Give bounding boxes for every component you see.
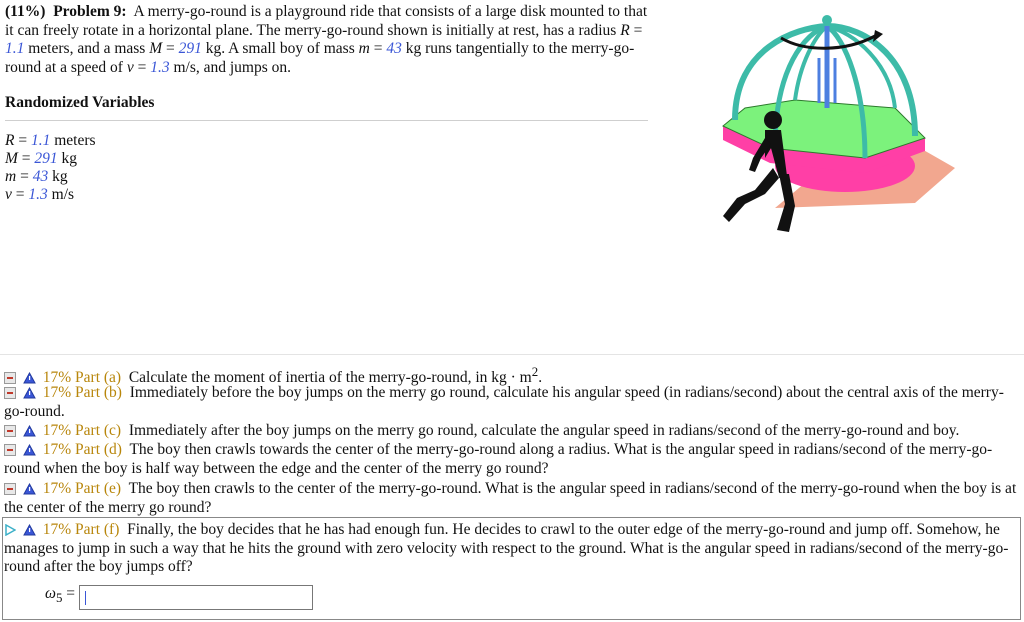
var-symbol: m bbox=[5, 168, 17, 185]
divider bbox=[5, 120, 648, 121]
variable-row bbox=[5, 186, 96, 204]
rotation-arrow-head bbox=[873, 30, 883, 42]
var-symbol: M bbox=[149, 40, 163, 57]
part-sup: 2 bbox=[531, 364, 539, 379]
eq-sign: = bbox=[633, 21, 643, 39]
problem-weight: (11%) bbox=[5, 3, 46, 20]
var-symbol: m bbox=[358, 40, 370, 57]
problem-text: kg runs tangentially to the merry-go-round at a speed of bbox=[5, 40, 635, 76]
problem-title: Problem 9: bbox=[53, 3, 127, 20]
var-value: 1.1 bbox=[5, 40, 25, 57]
part-text: The boy then crawls to the center of the merry-go-round. What is the angular speed in radians/second of the merry-go-round when the boy is at the center of the merry go round? bbox=[4, 480, 1017, 516]
var-value: 291 bbox=[34, 150, 58, 167]
eq-sign: = bbox=[18, 132, 28, 149]
problem-text: A merry-go-round is a playground ride that consists of a large disk mounted to that it can freely rotate in a horizontal plane. The merry-go-round shown is initially at rest, has a radius bbox=[5, 3, 648, 39]
part-label: Part (e) bbox=[75, 480, 122, 497]
part-text: Immediately after the boy jumps on the merry go round, calculate the angular speed in radians/second of the merry-go-round and boy. bbox=[128, 422, 960, 439]
answer-symbol: ω bbox=[45, 585, 56, 602]
part-label: Part (b) bbox=[75, 384, 122, 401]
var-symbol: M bbox=[5, 150, 18, 167]
variable-row bbox=[5, 150, 96, 168]
eq-sign: = bbox=[21, 150, 31, 167]
var-value: 1.3 bbox=[150, 58, 170, 76]
var-symbol: v bbox=[5, 186, 12, 203]
eq-sign: = bbox=[166, 40, 175, 57]
var-symbol: R bbox=[5, 132, 15, 149]
part-text: Calculate the moment of inertia of the merry-go-round, in kg · m bbox=[128, 369, 532, 387]
part-e[interactable] bbox=[4, 480, 1020, 517]
variable-row bbox=[5, 132, 96, 150]
part-f[interactable] bbox=[4, 521, 1020, 577]
part-text: The boy then crawls towards the center of the merry-go-round along a radius. What is the angular speed in radians/second of the merry-go-round when the boy is half way between the edge and the center of the merry go round? bbox=[4, 441, 993, 477]
eq-sign: = bbox=[373, 40, 383, 57]
part-text: Immediately before the boy jumps on the merry go round, calculate his angular speed (in radians/second) about the central axis of the merry-go-round. bbox=[4, 384, 1004, 420]
warning-triangle-icon bbox=[23, 372, 36, 384]
warning-triangle-icon bbox=[23, 524, 36, 536]
problem-text: m/s, and jumps on. bbox=[173, 58, 291, 76]
play-arrow-icon[interactable] bbox=[4, 524, 16, 536]
part-label: Part (d) bbox=[75, 441, 122, 458]
part-label: Part (c) bbox=[75, 422, 122, 439]
part-percent: 17% bbox=[42, 441, 72, 458]
part-percent: 17% bbox=[42, 480, 72, 497]
part-label: Part (a) bbox=[75, 369, 122, 387]
var-value: 1.3 bbox=[28, 186, 48, 203]
part-percent: 17% bbox=[42, 422, 72, 439]
warning-triangle-icon bbox=[23, 444, 36, 456]
part-percent: 17% bbox=[42, 521, 72, 538]
eq-sign: = bbox=[66, 585, 76, 602]
var-unit: meters bbox=[54, 132, 96, 149]
randomized-variables-heading: Randomized Variables bbox=[5, 94, 155, 111]
var-symbol: R bbox=[620, 21, 630, 39]
warning-triangle-icon bbox=[23, 483, 36, 495]
problem-text: kg. A small boy of mass bbox=[205, 40, 355, 57]
eq-sign: = bbox=[15, 186, 25, 203]
eq-sign: = bbox=[137, 58, 147, 76]
warning-triangle-icon bbox=[23, 387, 36, 399]
var-unit: kg bbox=[61, 150, 78, 167]
part-label: Part (f) bbox=[75, 521, 120, 538]
part-text: Finally, the boy decides that he has had enough fun. He decides to crawl to the outer edge of the merry-go-round and jump off. Somehow, he manages to jump in such a way that he hits the ground with zero velocity with respect to the ground. What is the angular speed in radians/second of the merry-go-round after the boy jumps off? bbox=[4, 521, 1009, 576]
eq-sign: = bbox=[20, 168, 29, 185]
problem-text: meters, and a mass bbox=[28, 40, 146, 57]
part-d[interactable] bbox=[4, 441, 1020, 478]
var-unit: m/s bbox=[51, 186, 75, 203]
variable-row bbox=[5, 168, 96, 186]
closed-part-icon[interactable] bbox=[4, 425, 16, 437]
part-c[interactable] bbox=[4, 422, 1020, 441]
closed-part-icon[interactable] bbox=[4, 372, 16, 384]
part-percent: 17% bbox=[42, 369, 72, 387]
pole-top bbox=[822, 15, 832, 25]
answer-label bbox=[45, 585, 75, 606]
var-value: 43 bbox=[32, 168, 49, 185]
var-symbol: v bbox=[126, 58, 134, 76]
part-b[interactable] bbox=[4, 384, 1020, 421]
warning-triangle-icon bbox=[23, 425, 36, 437]
problem-statement bbox=[5, 3, 655, 77]
divider bbox=[0, 354, 1024, 355]
answer-subscript: 5 bbox=[55, 590, 63, 606]
var-value: 291 bbox=[178, 40, 202, 57]
randomized-variables-list bbox=[5, 132, 96, 204]
closed-part-icon[interactable] bbox=[4, 387, 16, 399]
var-unit: kg bbox=[52, 168, 68, 185]
var-value: 43 bbox=[386, 40, 402, 57]
closed-part-icon[interactable] bbox=[4, 444, 16, 456]
part-text-tail: . bbox=[538, 369, 543, 387]
var-value: 1.1 bbox=[30, 132, 51, 149]
closed-part-icon[interactable] bbox=[4, 483, 16, 495]
text-caret bbox=[85, 591, 86, 605]
part-percent: 17% bbox=[42, 384, 72, 401]
merry-go-round-illustration bbox=[715, 8, 960, 240]
answer-input[interactable] bbox=[79, 585, 313, 610]
